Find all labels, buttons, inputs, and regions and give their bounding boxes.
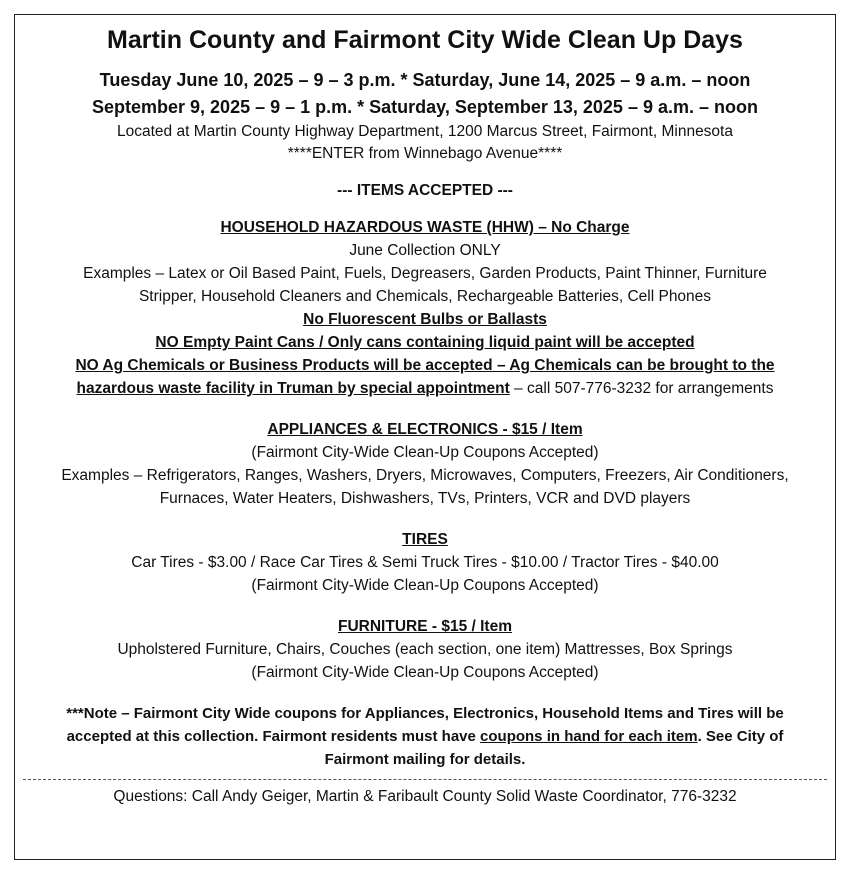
appliances-examples-1: Examples – Refrigerators, Ranges, Washers, Dryers, Microwaves, Computers, Freezers, Air Conditioners, xyxy=(61,467,789,484)
appliances-section xyxy=(15,418,835,510)
note-line-2b: . See City of xyxy=(697,728,784,745)
hhw-section xyxy=(15,216,835,400)
event-dates xyxy=(15,67,835,121)
flyer-title: Martin County and Fairmont City Wide Clean Up Days xyxy=(107,26,743,54)
appliances-coupons: (Fairmont City-Wide Clean-Up Coupons Accepted) xyxy=(251,444,599,461)
hhw-no-bulbs: No Fluorescent Bulbs or Ballasts xyxy=(303,311,547,328)
hhw-call: – call 507-776-3232 for arrangements xyxy=(509,380,774,397)
furniture-section xyxy=(15,615,835,684)
appliances-heading: APPLIANCES & ELECTRONICS - $15 / Item xyxy=(267,421,583,438)
hhw-no-ag-2-line xyxy=(15,377,835,400)
furniture-examples: Upholstered Furniture, Chairs, Couches (each section, one item) Mattresses, Box Springs xyxy=(117,641,733,658)
appliances-examples-2: Furnaces, Water Heaters, Dishwashers, TVs, Printers, VCR and DVD players xyxy=(159,490,691,507)
hhw-examples-1: Examples – Latex or Oil Based Paint, Fuels, Degreasers, Garden Products, Paint Thinner, Furniture xyxy=(83,265,767,282)
hhw-no-ag-1: NO Ag Chemicals or Business Products will be accepted – Ag Chemicals can be brought to the xyxy=(75,357,775,374)
note-line-2a: accepted at this collection. Fairmont residents must have xyxy=(66,728,481,745)
note-line-1: ***Note – Fairmont City Wide coupons for Appliances, Electronics, Household Items and Tires will be xyxy=(66,705,784,722)
dates-line-1: Tuesday June 10, 2025 – 9 – 3 p.m. * Saturday, June 14, 2025 – 9 a.m. – noon xyxy=(99,70,751,90)
hhw-examples-2: Stripper, Household Cleaners and Chemicals, Rechargeable Batteries, Cell Phones xyxy=(138,288,712,305)
furniture-coupons: (Fairmont City-Wide Clean-Up Coupons Accepted) xyxy=(251,664,599,681)
hhw-no-ag-2: hazardous waste facility in Truman by special appointment xyxy=(76,380,510,397)
location-text: Located at Martin County Highway Department, 1200 Marcus Street, Fairmont, Minnesota xyxy=(117,123,733,140)
tires-section xyxy=(15,528,835,597)
hhw-heading: HOUSEHOLD HAZARDOUS WASTE (HHW) – No Charge xyxy=(220,219,630,236)
footer-divider xyxy=(23,779,827,780)
hhw-no-cans: NO Empty Paint Cans / Only cans containing liquid paint will be accepted xyxy=(155,334,695,351)
flyer-frame xyxy=(14,14,836,860)
hhw-collection: June Collection ONLY xyxy=(349,242,501,259)
furniture-heading: FURNITURE - $15 / Item xyxy=(338,618,512,635)
note-line-3: Fairmont mailing for details. xyxy=(324,751,526,768)
note-line-2 xyxy=(21,725,829,748)
note-coupons-underlined: coupons in hand for each item xyxy=(480,728,698,745)
enter-instructions: ****ENTER from Winnebago Avenue**** xyxy=(287,145,563,162)
tires-prices: Car Tires - $3.00 / Race Car Tires & Semi Truck Tires - $10.00 / Tractor Tires - $40.00 xyxy=(131,554,719,571)
tires-heading: TIRES xyxy=(402,531,448,548)
dates-line-2: September 9, 2025 – 9 – 1 p.m. * Saturday, September 13, 2025 – 9 a.m. – noon xyxy=(92,97,758,117)
tires-coupons: (Fairmont City-Wide Clean-Up Coupons Accepted) xyxy=(251,577,599,594)
items-accepted-heading: --- ITEMS ACCEPTED --- xyxy=(337,182,513,199)
footer-questions: Questions: Call Andy Geiger, Martin & Faribault County Solid Waste Coordinator, 776-3232 xyxy=(113,788,737,805)
coupon-note xyxy=(15,702,835,771)
